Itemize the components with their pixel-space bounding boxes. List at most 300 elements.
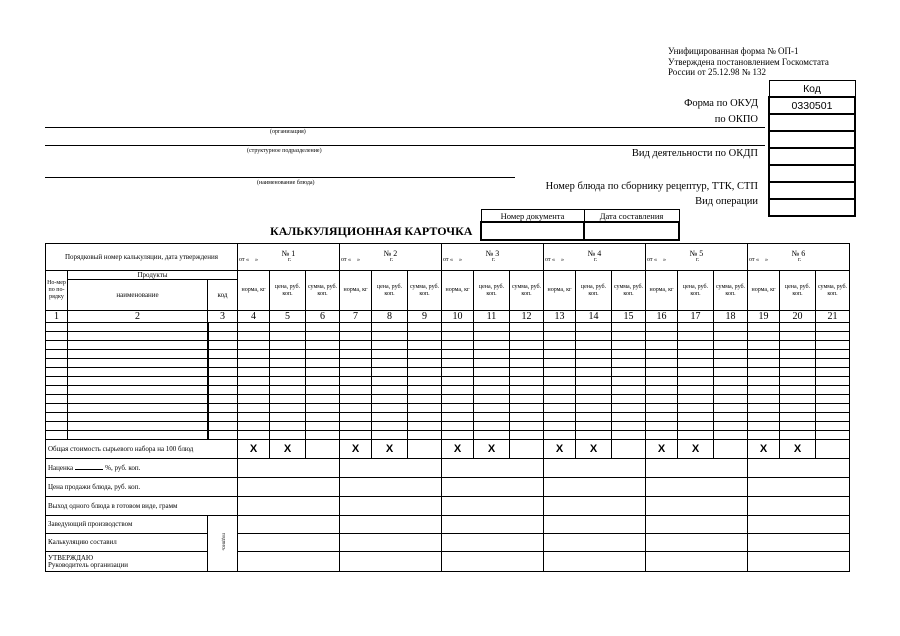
product-cell[interactable] <box>238 377 270 386</box>
product-cell[interactable] <box>816 332 850 341</box>
footer-value-cell[interactable] <box>408 440 442 459</box>
product-cell[interactable] <box>748 368 780 377</box>
product-cell[interactable] <box>46 395 68 404</box>
product-cell[interactable] <box>474 350 510 359</box>
product-cell[interactable] <box>46 359 68 368</box>
product-cell[interactable] <box>306 413 340 422</box>
product-cell[interactable] <box>748 386 780 395</box>
product-cell[interactable] <box>816 431 850 440</box>
product-cell[interactable] <box>46 404 68 413</box>
product-cell[interactable] <box>646 368 678 377</box>
product-cell[interactable] <box>372 332 408 341</box>
product-cell[interactable] <box>372 422 408 431</box>
product-cell[interactable] <box>646 377 678 386</box>
product-cell[interactable] <box>678 413 714 422</box>
product-cell[interactable] <box>544 323 576 332</box>
product-cell[interactable] <box>510 323 544 332</box>
product-cell[interactable] <box>748 422 780 431</box>
product-cell[interactable] <box>474 359 510 368</box>
product-cell[interactable] <box>816 377 850 386</box>
product-cell[interactable] <box>678 386 714 395</box>
product-cell[interactable] <box>678 341 714 350</box>
footer-value-cell[interactable] <box>442 459 544 478</box>
product-cell[interactable] <box>208 359 238 368</box>
code-cell-3[interactable] <box>769 131 855 148</box>
footer-value-cell[interactable] <box>306 440 340 459</box>
product-cell[interactable] <box>306 431 340 440</box>
product-cell[interactable] <box>442 386 474 395</box>
product-cell[interactable] <box>208 332 238 341</box>
product-cell[interactable] <box>238 413 270 422</box>
product-cell[interactable] <box>306 395 340 404</box>
product-cell[interactable] <box>748 359 780 368</box>
product-cell[interactable] <box>780 332 816 341</box>
product-cell[interactable] <box>678 431 714 440</box>
product-cell[interactable] <box>678 422 714 431</box>
product-cell[interactable] <box>442 422 474 431</box>
product-cell[interactable] <box>442 341 474 350</box>
product-cell[interactable] <box>408 377 442 386</box>
product-cell[interactable] <box>646 404 678 413</box>
product-cell[interactable] <box>646 323 678 332</box>
product-cell[interactable] <box>372 377 408 386</box>
product-cell[interactable] <box>270 395 306 404</box>
product-cell[interactable] <box>678 332 714 341</box>
product-cell[interactable] <box>510 332 544 341</box>
product-cell[interactable] <box>816 395 850 404</box>
product-cell[interactable] <box>442 323 474 332</box>
product-cell[interactable] <box>780 323 816 332</box>
product-cell[interactable] <box>780 413 816 422</box>
product-cell[interactable] <box>238 341 270 350</box>
product-cell[interactable] <box>780 431 816 440</box>
product-cell[interactable] <box>612 431 646 440</box>
calc-date-3[interactable] <box>442 257 543 264</box>
product-cell[interactable] <box>612 377 646 386</box>
product-cell[interactable] <box>208 350 238 359</box>
product-cell[interactable] <box>714 350 748 359</box>
product-cell[interactable] <box>678 359 714 368</box>
footer-value-cell[interactable] <box>646 497 748 516</box>
product-cell[interactable] <box>714 359 748 368</box>
product-cell[interactable] <box>576 332 612 341</box>
product-cell[interactable] <box>270 413 306 422</box>
product-cell[interactable] <box>612 413 646 422</box>
product-cell[interactable] <box>612 368 646 377</box>
product-cell[interactable] <box>372 350 408 359</box>
product-cell[interactable] <box>46 341 68 350</box>
product-cell[interactable] <box>46 431 68 440</box>
product-cell[interactable] <box>612 359 646 368</box>
product-cell[interactable] <box>372 404 408 413</box>
product-cell[interactable] <box>238 395 270 404</box>
product-cell[interactable] <box>714 386 748 395</box>
product-cell[interactable] <box>270 431 306 440</box>
product-cell[interactable] <box>510 341 544 350</box>
product-cell[interactable] <box>612 332 646 341</box>
product-cell[interactable] <box>576 341 612 350</box>
product-cell[interactable] <box>68 395 208 404</box>
product-cell[interactable] <box>544 386 576 395</box>
product-cell[interactable] <box>340 341 372 350</box>
doc-number-field[interactable] <box>481 222 584 240</box>
product-cell[interactable] <box>510 368 544 377</box>
footer-value-cell[interactable] <box>646 534 748 552</box>
product-cell[interactable] <box>576 323 612 332</box>
product-cell[interactable] <box>46 332 68 341</box>
product-cell[interactable] <box>544 350 576 359</box>
product-cell[interactable] <box>544 395 576 404</box>
okpo-code[interactable] <box>769 114 855 131</box>
product-cell[interactable] <box>510 395 544 404</box>
product-cell[interactable] <box>442 377 474 386</box>
footer-value-cell[interactable] <box>340 516 442 534</box>
product-cell[interactable] <box>612 395 646 404</box>
product-cell[interactable] <box>576 395 612 404</box>
product-cell[interactable] <box>372 431 408 440</box>
product-cell[interactable] <box>714 377 748 386</box>
product-cell[interactable] <box>270 359 306 368</box>
product-cell[interactable] <box>372 359 408 368</box>
product-cell[interactable] <box>442 368 474 377</box>
product-cell[interactable] <box>208 377 238 386</box>
product-cell[interactable] <box>442 404 474 413</box>
product-cell[interactable] <box>816 422 850 431</box>
product-cell[interactable] <box>678 368 714 377</box>
product-cell[interactable] <box>306 350 340 359</box>
footer-value-cell[interactable] <box>340 552 442 572</box>
product-cell[interactable] <box>544 377 576 386</box>
product-cell[interactable] <box>270 341 306 350</box>
product-cell[interactable] <box>238 323 270 332</box>
product-cell[interactable] <box>646 431 678 440</box>
product-cell[interactable] <box>340 359 372 368</box>
product-cell[interactable] <box>816 350 850 359</box>
product-cell[interactable] <box>748 404 780 413</box>
product-cell[interactable] <box>340 395 372 404</box>
product-cell[interactable] <box>208 386 238 395</box>
product-cell[interactable] <box>576 368 612 377</box>
product-cell[interactable] <box>816 386 850 395</box>
product-cell[interactable] <box>780 386 816 395</box>
product-cell[interactable] <box>510 431 544 440</box>
product-cell[interactable] <box>748 395 780 404</box>
product-cell[interactable] <box>408 341 442 350</box>
product-cell[interactable] <box>68 431 208 440</box>
footer-value-cell[interactable] <box>544 552 646 572</box>
product-cell[interactable] <box>68 332 208 341</box>
product-cell[interactable] <box>270 368 306 377</box>
product-cell[interactable] <box>372 341 408 350</box>
footer-value-cell[interactable] <box>340 459 442 478</box>
product-cell[interactable] <box>714 368 748 377</box>
doc-date-field[interactable] <box>584 222 679 240</box>
product-cell[interactable] <box>780 404 816 413</box>
calc-date-1[interactable] <box>238 257 339 264</box>
product-cell[interactable] <box>714 395 748 404</box>
product-cell[interactable] <box>442 359 474 368</box>
operation-type-code[interactable] <box>769 199 855 216</box>
product-cell[interactable] <box>238 350 270 359</box>
product-cell[interactable] <box>780 359 816 368</box>
product-cell[interactable] <box>510 377 544 386</box>
product-cell[interactable] <box>408 413 442 422</box>
product-cell[interactable] <box>780 377 816 386</box>
footer-value-cell[interactable] <box>748 459 850 478</box>
product-cell[interactable] <box>372 386 408 395</box>
organization-line[interactable] <box>45 127 765 128</box>
product-cell[interactable] <box>510 413 544 422</box>
product-cell[interactable] <box>646 350 678 359</box>
product-cell[interactable] <box>306 404 340 413</box>
product-cell[interactable] <box>306 359 340 368</box>
product-cell[interactable] <box>306 386 340 395</box>
dish-line[interactable] <box>45 177 515 178</box>
product-cell[interactable] <box>612 350 646 359</box>
product-cell[interactable] <box>678 404 714 413</box>
footer-value-cell[interactable] <box>238 497 340 516</box>
product-cell[interactable] <box>270 386 306 395</box>
product-cell[interactable] <box>46 350 68 359</box>
product-cell[interactable] <box>816 341 850 350</box>
product-cell[interactable] <box>68 341 208 350</box>
product-cell[interactable] <box>68 422 208 431</box>
product-cell[interactable] <box>238 359 270 368</box>
product-cell[interactable] <box>340 377 372 386</box>
footer-value-cell[interactable] <box>544 478 646 497</box>
product-cell[interactable] <box>68 368 208 377</box>
product-cell[interactable] <box>238 368 270 377</box>
product-cell[interactable] <box>270 332 306 341</box>
product-cell[interactable] <box>68 359 208 368</box>
product-cell[interactable] <box>780 395 816 404</box>
product-cell[interactable] <box>208 368 238 377</box>
product-cell[interactable] <box>442 431 474 440</box>
markup-percent-field[interactable] <box>75 469 103 470</box>
product-cell[interactable] <box>780 350 816 359</box>
calc-date-6[interactable] <box>748 257 849 264</box>
product-cell[interactable] <box>270 422 306 431</box>
product-cell[interactable] <box>678 323 714 332</box>
product-cell[interactable] <box>576 431 612 440</box>
product-cell[interactable] <box>544 431 576 440</box>
product-cell[interactable] <box>612 386 646 395</box>
product-cell[interactable] <box>780 368 816 377</box>
product-cell[interactable] <box>612 323 646 332</box>
product-cell[interactable] <box>46 413 68 422</box>
product-cell[interactable] <box>474 332 510 341</box>
product-cell[interactable] <box>408 368 442 377</box>
footer-value-cell[interactable] <box>646 552 748 572</box>
footer-value-cell[interactable] <box>748 478 850 497</box>
product-cell[interactable] <box>372 323 408 332</box>
product-cell[interactable] <box>714 413 748 422</box>
footer-value-cell[interactable] <box>714 440 748 459</box>
footer-value-cell[interactable] <box>748 534 850 552</box>
product-cell[interactable] <box>238 332 270 341</box>
product-cell[interactable] <box>474 404 510 413</box>
footer-value-cell[interactable] <box>544 516 646 534</box>
product-cell[interactable] <box>780 422 816 431</box>
okud-code[interactable]: 0330501 <box>769 97 855 114</box>
product-cell[interactable] <box>270 350 306 359</box>
product-cell[interactable] <box>306 332 340 341</box>
footer-value-cell[interactable] <box>646 478 748 497</box>
product-cell[interactable] <box>372 368 408 377</box>
product-cell[interactable] <box>340 332 372 341</box>
product-cell[interactable] <box>340 431 372 440</box>
code-cell-5[interactable] <box>769 165 855 182</box>
product-cell[interactable] <box>208 431 238 440</box>
calc-date-4[interactable] <box>544 257 645 264</box>
product-cell[interactable] <box>646 413 678 422</box>
product-cell[interactable] <box>510 350 544 359</box>
product-cell[interactable] <box>238 404 270 413</box>
product-cell[interactable] <box>306 422 340 431</box>
product-cell[interactable] <box>748 350 780 359</box>
product-cell[interactable] <box>442 332 474 341</box>
product-cell[interactable] <box>544 413 576 422</box>
product-cell[interactable] <box>340 323 372 332</box>
product-cell[interactable] <box>68 386 208 395</box>
footer-value-cell[interactable] <box>442 552 544 572</box>
calc-date-5[interactable] <box>646 257 747 264</box>
footer-value-cell[interactable] <box>544 459 646 478</box>
product-cell[interactable] <box>678 377 714 386</box>
product-cell[interactable] <box>714 332 748 341</box>
product-cell[interactable] <box>576 386 612 395</box>
product-cell[interactable] <box>408 332 442 341</box>
product-cell[interactable] <box>408 404 442 413</box>
footer-value-cell[interactable] <box>510 440 544 459</box>
footer-value-cell[interactable] <box>238 552 340 572</box>
product-cell[interactable] <box>544 332 576 341</box>
product-cell[interactable] <box>714 323 748 332</box>
footer-value-cell[interactable] <box>544 497 646 516</box>
product-cell[interactable] <box>408 323 442 332</box>
product-cell[interactable] <box>270 323 306 332</box>
product-cell[interactable] <box>208 395 238 404</box>
product-cell[interactable] <box>714 404 748 413</box>
product-cell[interactable] <box>816 323 850 332</box>
signature-column[interactable] <box>208 516 238 572</box>
product-cell[interactable] <box>208 413 238 422</box>
product-cell[interactable] <box>816 413 850 422</box>
product-cell[interactable] <box>46 323 68 332</box>
product-cell[interactable] <box>576 350 612 359</box>
product-cell[interactable] <box>714 341 748 350</box>
footer-value-cell[interactable] <box>442 516 544 534</box>
product-cell[interactable] <box>208 323 238 332</box>
product-cell[interactable] <box>714 422 748 431</box>
footer-value-cell[interactable] <box>340 534 442 552</box>
product-cell[interactable] <box>510 386 544 395</box>
product-cell[interactable] <box>372 413 408 422</box>
product-cell[interactable] <box>576 359 612 368</box>
footer-value-cell[interactable] <box>238 516 340 534</box>
product-cell[interactable] <box>780 341 816 350</box>
calc-date-2[interactable] <box>340 257 441 264</box>
product-cell[interactable] <box>270 404 306 413</box>
footer-value-cell[interactable] <box>646 459 748 478</box>
product-cell[interactable] <box>544 359 576 368</box>
product-cell[interactable] <box>474 431 510 440</box>
footer-value-cell[interactable] <box>442 534 544 552</box>
footer-value-cell[interactable] <box>340 497 442 516</box>
product-cell[interactable] <box>372 395 408 404</box>
product-cell[interactable] <box>270 377 306 386</box>
product-cell[interactable] <box>442 395 474 404</box>
product-cell[interactable] <box>748 413 780 422</box>
footer-value-cell[interactable] <box>544 534 646 552</box>
product-cell[interactable] <box>544 341 576 350</box>
product-cell[interactable] <box>646 386 678 395</box>
product-cell[interactable] <box>68 323 208 332</box>
product-cell[interactable] <box>474 377 510 386</box>
footer-value-cell[interactable] <box>238 478 340 497</box>
product-cell[interactable] <box>208 422 238 431</box>
product-cell[interactable] <box>408 386 442 395</box>
product-cell[interactable] <box>748 332 780 341</box>
footer-value-cell[interactable] <box>238 534 340 552</box>
product-cell[interactable] <box>442 350 474 359</box>
product-cell[interactable] <box>544 368 576 377</box>
product-cell[interactable] <box>748 323 780 332</box>
product-cell[interactable] <box>748 431 780 440</box>
product-cell[interactable] <box>646 422 678 431</box>
footer-value-cell[interactable] <box>238 459 340 478</box>
product-cell[interactable] <box>474 395 510 404</box>
recipe-number-code[interactable] <box>769 182 855 199</box>
product-cell[interactable] <box>510 359 544 368</box>
product-cell[interactable] <box>408 359 442 368</box>
product-cell[interactable] <box>306 377 340 386</box>
product-cell[interactable] <box>68 413 208 422</box>
product-cell[interactable] <box>408 395 442 404</box>
product-cell[interactable] <box>238 422 270 431</box>
product-cell[interactable] <box>510 422 544 431</box>
product-cell[interactable] <box>340 386 372 395</box>
product-cell[interactable] <box>576 377 612 386</box>
product-cell[interactable] <box>340 368 372 377</box>
product-cell[interactable] <box>208 341 238 350</box>
product-cell[interactable] <box>816 368 850 377</box>
product-cell[interactable] <box>306 323 340 332</box>
product-cell[interactable] <box>612 404 646 413</box>
product-cell[interactable] <box>46 368 68 377</box>
footer-value-cell[interactable] <box>442 478 544 497</box>
product-cell[interactable] <box>68 404 208 413</box>
product-cell[interactable] <box>408 350 442 359</box>
product-cell[interactable] <box>576 404 612 413</box>
product-cell[interactable] <box>544 422 576 431</box>
product-cell[interactable] <box>46 422 68 431</box>
product-cell[interactable] <box>340 404 372 413</box>
footer-value-cell[interactable] <box>442 497 544 516</box>
product-cell[interactable] <box>238 431 270 440</box>
product-cell[interactable] <box>46 377 68 386</box>
product-cell[interactable] <box>474 422 510 431</box>
product-cell[interactable] <box>474 323 510 332</box>
product-cell[interactable] <box>816 359 850 368</box>
product-cell[interactable] <box>816 404 850 413</box>
product-cell[interactable] <box>442 413 474 422</box>
product-cell[interactable] <box>714 431 748 440</box>
product-cell[interactable] <box>408 431 442 440</box>
footer-value-cell[interactable] <box>612 440 646 459</box>
product-cell[interactable] <box>646 332 678 341</box>
product-cell[interactable] <box>46 386 68 395</box>
